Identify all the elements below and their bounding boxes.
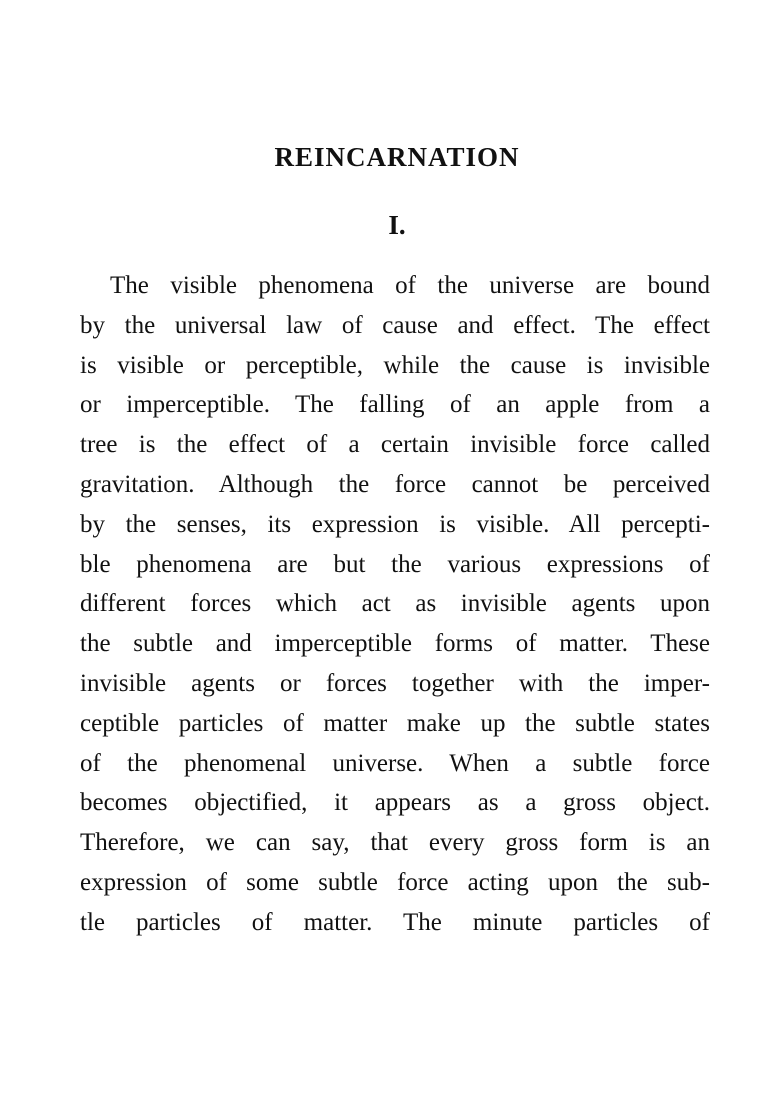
text-line: by the universal law of cause and effect. The effect — [80, 311, 710, 339]
text-line: tree is the effect of a certain invisible force called — [80, 431, 710, 459]
text-line: tle particles of matter. The minute particles of — [80, 908, 710, 936]
text-line: by the senses, its expression is visible. All percepti- — [80, 510, 710, 538]
text-line: different forces which act as invisible agents upon — [80, 590, 710, 618]
text-line: expression of some subtle force acting upon the sub- — [80, 868, 710, 896]
text-line: becomes objectified, it appears as a gross object. — [80, 789, 710, 817]
text-line: The visible phenomena of the universe are bound — [110, 272, 710, 299]
text-line: ceptible particles of matter make up the subtle states — [80, 709, 710, 737]
text-line: invisible agents or forces together with the imper- — [80, 669, 710, 697]
section-number: I. — [388, 210, 406, 240]
text-line: the subtle and imperceptible forms of matter. These — [80, 630, 710, 658]
text-line: is visible or perceptible, while the cause is invisible — [80, 351, 710, 379]
text-line: of the phenomenal universe. When a subtle force — [80, 749, 710, 777]
chapter-title: REINCARNATION — [274, 142, 520, 172]
text-line: gravitation. Although the force cannot be perceived — [80, 470, 710, 498]
text-line: Therefore, we can say, that every gross form is an — [80, 829, 710, 857]
text-line: ble phenomena are but the various expressions of — [80, 550, 710, 578]
body-paragraph — [80, 266, 710, 943]
text-line: or imperceptible. The falling of an apple from a — [80, 391, 710, 419]
